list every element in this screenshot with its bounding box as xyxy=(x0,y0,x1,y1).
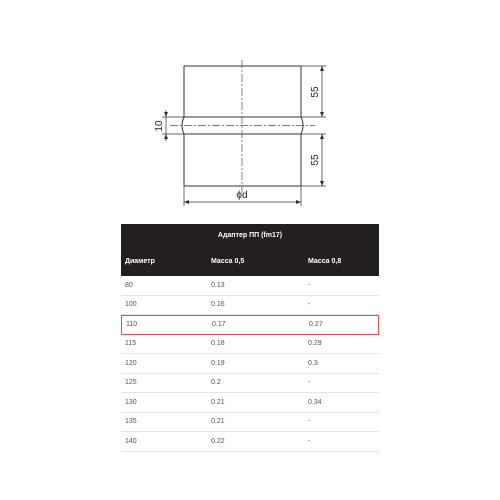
cell-mass-05: 0.21 xyxy=(211,418,225,426)
cell-mass-05: 0.18 xyxy=(211,340,225,348)
table-row xyxy=(121,393,379,413)
cell-mass-08: 0.3 xyxy=(308,359,318,367)
cell-mass-08: - xyxy=(308,418,311,426)
dim-bottom-label: 55 xyxy=(310,154,321,166)
cell-mass-08: - xyxy=(308,281,311,289)
table-row xyxy=(121,354,379,374)
cell-mass-05: 0.22 xyxy=(211,437,225,445)
cell-diameter: 115 xyxy=(125,340,137,348)
cell-diameter: 130 xyxy=(125,398,137,406)
header-diameter: Диаметр xyxy=(125,258,155,265)
cell-diameter: 135 xyxy=(125,418,137,426)
spec-table xyxy=(121,224,379,452)
cell-mass-08: 0.27 xyxy=(309,321,323,329)
cell-mass-08: - xyxy=(308,301,311,309)
dim-top-label: 55 xyxy=(310,86,321,98)
arrow-groove-2 xyxy=(164,134,168,139)
header-mass-05: Масса 0,5 xyxy=(211,258,245,265)
table-title: Адаптер ПП (fm17) xyxy=(121,224,379,247)
adapter-drawing xyxy=(0,0,500,215)
cell-mass-08: 0.29 xyxy=(308,340,322,348)
table-row xyxy=(121,296,379,316)
cell-diameter: 125 xyxy=(125,379,137,387)
cell-mass-05: 0.2 xyxy=(211,379,221,387)
table-row xyxy=(121,276,379,296)
arrow-top-2 xyxy=(320,112,324,117)
cell-mass-05: 0.19 xyxy=(211,359,225,367)
arrow-bot-2 xyxy=(320,181,324,186)
arrow-diam-2 xyxy=(296,200,301,204)
header-mass-08: Масса 0,8 xyxy=(308,258,342,265)
arrow-bot-1 xyxy=(320,134,324,139)
cell-mass-08: 0.34 xyxy=(308,398,322,406)
cell-diameter: 100 xyxy=(125,301,137,309)
table-row xyxy=(121,413,379,433)
table-row xyxy=(121,335,379,355)
cell-diameter: 120 xyxy=(125,359,137,367)
cell-diameter: 140 xyxy=(125,437,137,445)
cell-mass-05: 0.13 xyxy=(211,281,225,289)
arrow-groove-1 xyxy=(164,112,168,117)
cell-mass-05: 0.16 xyxy=(211,301,225,309)
cell-mass-05: 0.17 xyxy=(212,321,226,329)
table-row xyxy=(121,374,379,394)
dim-diameter-label: ϕd xyxy=(236,190,248,201)
cell-diameter: 80 xyxy=(125,281,133,289)
dim-groove-label: 10 xyxy=(154,120,165,132)
cell-mass-08: - xyxy=(308,437,311,445)
table-body xyxy=(121,276,379,452)
table-row xyxy=(121,432,379,452)
table-header-row xyxy=(121,247,379,276)
cell-diameter: 110 xyxy=(126,321,138,329)
arrow-top-1 xyxy=(320,66,324,71)
cell-mass-05: 0.21 xyxy=(211,398,225,406)
cell-mass-08: - xyxy=(308,379,311,387)
groove-left xyxy=(182,117,184,134)
arrow-diam-1 xyxy=(184,200,189,204)
table-row xyxy=(121,315,379,335)
